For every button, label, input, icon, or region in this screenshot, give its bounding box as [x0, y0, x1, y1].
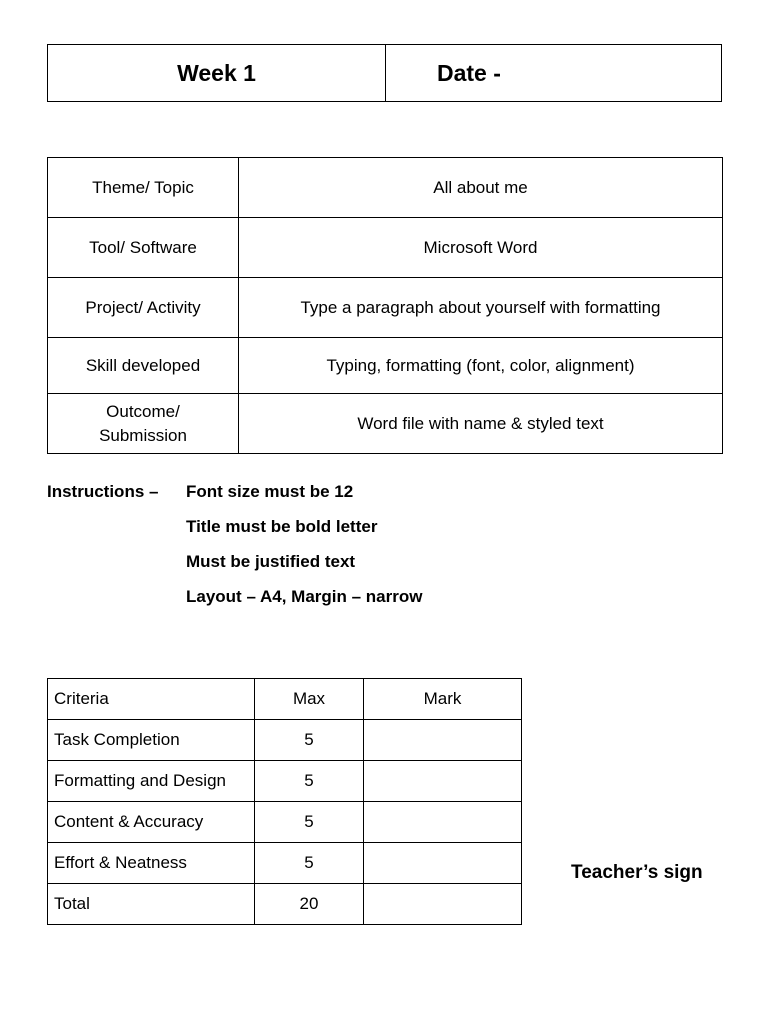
- info-row-project: [48, 278, 723, 338]
- mark-cell[interactable]: [364, 761, 522, 802]
- criteria-cell: Effort & Neatness: [48, 843, 255, 884]
- instruction-item: Must be justified text: [186, 552, 356, 571]
- info-value: Type a paragraph about yourself with formatting: [239, 278, 723, 338]
- info-value: All about me: [239, 158, 723, 218]
- criteria-cell: Content & Accuracy: [48, 802, 255, 843]
- table-row: [48, 802, 522, 843]
- column-header: Max: [255, 679, 364, 720]
- mark-cell[interactable]: [364, 720, 522, 761]
- table-row: [48, 720, 522, 761]
- info-label: [48, 394, 239, 454]
- info-row-theme: [48, 158, 723, 218]
- info-row-outcome: [48, 394, 723, 454]
- mark-cell[interactable]: [364, 884, 522, 925]
- mark-cell[interactable]: [364, 843, 522, 884]
- info-row-skill: [48, 338, 723, 394]
- info-value: Microsoft Word: [239, 218, 723, 278]
- table-row-total: [48, 884, 522, 925]
- info-value: Word file with name & styled text: [239, 394, 723, 454]
- max-cell: 5: [255, 720, 364, 761]
- column-header: Criteria: [48, 679, 255, 720]
- criteria-cell: Total: [48, 884, 255, 925]
- instructions-label: Instructions –: [47, 482, 159, 501]
- table-row: [48, 761, 522, 802]
- info-value: Typing, formatting (font, color, alignment): [239, 338, 723, 394]
- instruction-item: Font size must be 12: [186, 482, 354, 501]
- info-table: [47, 157, 723, 454]
- max-cell: 5: [255, 802, 364, 843]
- table-row: [48, 843, 522, 884]
- criteria-header-row: [48, 679, 522, 720]
- criteria-table: [47, 678, 522, 925]
- max-cell: 5: [255, 761, 364, 802]
- header-table: [47, 44, 722, 102]
- info-label: Theme/ Topic: [48, 158, 239, 218]
- max-cell: 20: [255, 884, 364, 925]
- info-label: Tool/ Software: [48, 218, 239, 278]
- mark-cell[interactable]: [364, 802, 522, 843]
- info-label-line2: Submission: [99, 425, 187, 445]
- week-label: Week 1: [48, 45, 386, 102]
- column-header: Mark: [364, 679, 522, 720]
- max-cell: 5: [255, 843, 364, 884]
- info-label: Skill developed: [48, 338, 239, 394]
- info-row-tool: [48, 218, 723, 278]
- info-label: Project/ Activity: [48, 278, 239, 338]
- date-label: Date -: [386, 45, 722, 102]
- instruction-item: Title must be bold letter: [186, 517, 378, 536]
- instruction-item: Layout – A4, Margin – narrow: [186, 587, 423, 606]
- criteria-cell: Task Completion: [48, 720, 255, 761]
- teacher-sign-label: Teacher’s sign: [571, 862, 703, 883]
- criteria-cell: Formatting and Design: [48, 761, 255, 802]
- info-label-line1: Outcome/: [106, 401, 180, 421]
